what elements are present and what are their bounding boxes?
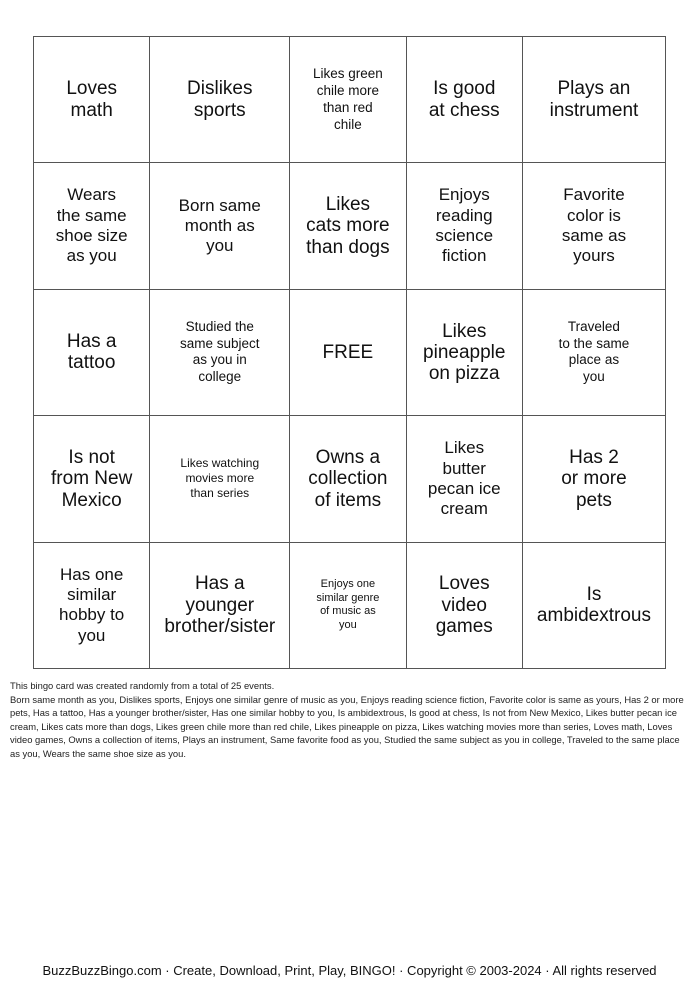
bingo-cell-line: Owns a [315, 446, 381, 468]
bingo-cell-line: chile more [316, 82, 380, 98]
bingo-cell-line: tattoo [67, 352, 116, 374]
bingo-cell-line: similar genre [316, 591, 380, 604]
bingo-cell-text [428, 438, 501, 520]
bingo-cell-line: same subject [180, 335, 260, 351]
bingo-cell-line: Plays an [557, 78, 631, 100]
bingo-cell-line: fiction [442, 246, 487, 266]
bingo-cell-line: than dogs [306, 236, 390, 258]
bingo-cell-line: than red [323, 99, 373, 115]
bingo-cell-text [67, 331, 117, 374]
bingo-cell-line: Likes [444, 438, 485, 458]
bingo-cell-line: of items [314, 489, 382, 511]
bingo-cell [290, 163, 406, 289]
bingo-cell [407, 290, 523, 416]
bingo-cell-line: ambidextrous [536, 605, 651, 627]
bingo-cell [34, 416, 150, 542]
bingo-cell-text [423, 321, 505, 385]
bingo-cell-line: to the same [558, 335, 630, 351]
bingo-cell-line: Enjoys one [320, 577, 376, 590]
bingo-cell [290, 37, 406, 163]
bingo-cell-line: Has a [194, 573, 245, 595]
bingo-cell [523, 163, 666, 289]
bingo-cell [407, 543, 523, 669]
bingo-cell-line: Has one [60, 564, 124, 584]
bingo-cell [34, 290, 150, 416]
bingo-cell-line: color is [567, 205, 621, 225]
bingo-cell-line: than series [190, 486, 250, 501]
bingo-cell-line: from New [51, 468, 133, 490]
bingo-cell [150, 37, 290, 163]
bingo-cell-line: Wears [67, 185, 117, 205]
bingo-cell-line: Is [586, 584, 602, 606]
bingo-cell-text [51, 447, 132, 511]
bingo-cell-line: Likes [325, 194, 371, 216]
bingo-cell-line: pineapple [423, 341, 506, 363]
bingo-cell-line: collection [308, 468, 388, 490]
bingo-cell-line: Is not [68, 446, 115, 468]
bingo-cell [150, 163, 290, 289]
bingo-cell-text [187, 78, 252, 121]
bingo-cell-text [306, 194, 389, 258]
bingo-cell-text [429, 78, 500, 121]
bingo-cell-line: Loves [66, 78, 118, 100]
bingo-cell-line: Likes [442, 320, 487, 342]
bingo-cell [34, 543, 150, 669]
bingo-cell-line: similar [67, 584, 117, 604]
bingo-cell-line: month as [184, 215, 255, 235]
bingo-cell [523, 416, 666, 542]
bingo-cell-text [59, 565, 124, 647]
bingo-cell-text [179, 196, 261, 257]
bingo-cell-line: brother/sister [164, 615, 276, 637]
bingo-cell [523, 37, 666, 163]
bingo-cell-line: you [339, 619, 357, 632]
bingo-cell [523, 543, 666, 669]
bingo-cell-text [323, 342, 374, 363]
site-footer: BuzzBuzzBingo.com · Create, Download, Print, Play, BINGO! · Copyright © 2003-2024 · All rights reserved [42, 963, 657, 978]
bingo-cell [34, 163, 150, 289]
bingo-cell-line: movies more [185, 471, 255, 486]
bingo-card-grid [33, 36, 666, 669]
bingo-cell [290, 416, 406, 542]
bingo-cell-line: cream [440, 499, 488, 519]
bingo-cell [150, 416, 290, 542]
bingo-cell-line: you [77, 625, 106, 645]
bingo-cell-line: on pizza [428, 363, 500, 385]
bingo-cell [407, 37, 523, 163]
bingo-cell-line: you [206, 236, 234, 256]
bingo-cell-line: yours [573, 246, 615, 266]
bingo-cell-text [66, 78, 117, 121]
bingo-cell-text [550, 78, 639, 121]
bingo-cell-text [537, 584, 651, 627]
bingo-cell-line: cats more [306, 215, 390, 237]
bingo-cell-line: the same [56, 205, 127, 225]
bingo-cell-line: sports [193, 99, 246, 121]
bingo-cell-text [56, 185, 128, 267]
bingo-cell [34, 37, 150, 163]
bingo-cell-line: Is good [433, 78, 496, 100]
bingo-cell-line: same as [561, 226, 627, 246]
bingo-cell-text [164, 573, 275, 637]
bingo-cell-text [559, 319, 630, 387]
bingo-cell-line: Loves [438, 573, 490, 595]
footnote-events-list: Born same month as you, Dislikes sports, Enjoys one similar genre of music as you, Enjoys reading science fiction, Favorite color is same as yours, Has 2 or more pets, Has a tattoo, Has a younger brother/sister, Has one similar hobby to you, Is ambidextrous, Is good at chess, Is not from New Mexico, Likes butter pecan ice cream, Likes cats more than dogs, Likes green chile more than red chile, Likes pineapple on pizza, Likes watching movies more than series, Loves math, Loves video games, Owns a collection of items, Plays an instrument, Same favorite food as you, Studied the same subject as you in college, Traveled to the same place as you, Wears the same shoe size as you. [10, 693, 684, 759]
bingo-cell-line: college [198, 369, 242, 385]
bingo-cell-line: instrument [549, 99, 639, 121]
bingo-cell-line: Enjoys [438, 185, 490, 205]
bingo-cell-line: Has 2 [569, 446, 619, 468]
bingo-cell-text [308, 447, 387, 511]
bingo-cell-text [313, 66, 383, 134]
card-footnote [10, 679, 690, 761]
bingo-cell-text [435, 185, 493, 267]
bingo-cell-line: or more [561, 468, 627, 490]
bingo-cell-line: Traveled [567, 318, 620, 334]
bingo-cell [407, 163, 523, 289]
bingo-cell [150, 290, 290, 416]
footnote-intro: This bingo card was created randomly from a total of 25 events. [10, 680, 275, 691]
bingo-cell-line: video [441, 594, 487, 616]
bingo-cell-line: younger [185, 594, 255, 616]
bingo-cell-line: of music as [320, 605, 376, 618]
bingo-cell-line: math [70, 99, 113, 121]
bingo-cell-line: at chess [428, 99, 500, 121]
bingo-cell-line: science [435, 226, 494, 246]
bingo-cell-line: hobby to [59, 605, 125, 625]
bingo-cell-line: Born same [178, 195, 261, 215]
bingo-cell-line: as you in [192, 352, 247, 368]
bingo-cell-line: reading [435, 205, 493, 225]
bingo-cell-line: Studied the [185, 318, 254, 334]
bingo-cell-line: Dislikes [187, 78, 253, 100]
bingo-cell-line: as you [66, 246, 117, 266]
bingo-cell [407, 416, 523, 542]
bingo-cell-line: Has a [66, 331, 117, 353]
bingo-cell-line: place as [568, 352, 620, 368]
bingo-cell-free [290, 290, 406, 416]
bingo-cell-line: games [435, 615, 493, 637]
bingo-cell-line: Likes green [313, 65, 383, 81]
bingo-cell-line: pets [575, 489, 612, 511]
bingo-cell-line: Likes watching [180, 456, 260, 471]
bingo-cell-line: Favorite [563, 185, 625, 205]
bingo-cell-line: you [583, 369, 605, 385]
bingo-cell-line: Mexico [61, 489, 122, 511]
bingo-cell-text [180, 456, 259, 501]
bingo-cell-line: chile [334, 116, 362, 132]
bingo-cell-text [180, 319, 260, 387]
bingo-cell-line: shoe size [55, 226, 128, 246]
bingo-cell-line: pecan ice [427, 478, 501, 498]
bingo-cell-line: butter [442, 458, 486, 478]
bingo-cell [150, 543, 290, 669]
bingo-cell [523, 290, 666, 416]
bingo-cell-text [561, 447, 626, 511]
bingo-cell [290, 543, 406, 669]
bingo-cell-text [436, 573, 493, 637]
bingo-cell-text [316, 578, 379, 633]
bingo-cell-line: FREE [322, 341, 374, 363]
bingo-cell-text [562, 185, 626, 267]
